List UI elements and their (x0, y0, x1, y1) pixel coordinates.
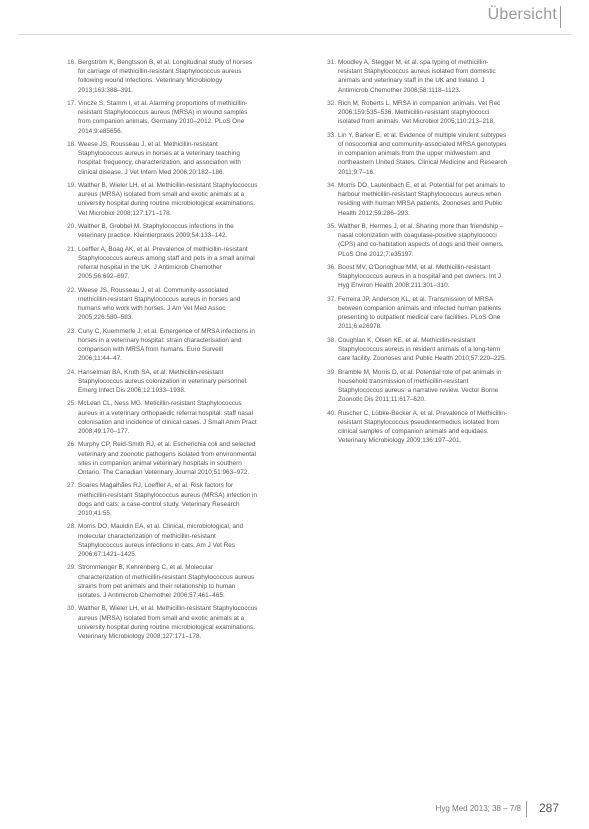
reference-text: Bramble M, Morris D, et al. Potential role of pet animals in household transmission of methicillin-resistant Staphylococcus aureus: a narrative review. Vector Borne Zoonotic Dis 2011;11:617–620. (338, 368, 502, 404)
reference-number: 37. (327, 295, 336, 303)
reference-number: 40. (327, 409, 336, 417)
reference-item (58, 222, 258, 240)
reference-number: 36. (327, 264, 336, 271)
reference-item (58, 368, 258, 396)
top-rule (18, 34, 571, 35)
reference-item (58, 522, 258, 559)
reference-number: 23. (67, 327, 76, 335)
reference-text: Vincze S, Stamm I, et al. Alarming proportions of methicillin-resistant Staphylococcus aureus (MRSA) in wound samples from companion animals, Germany 2010–2012. PLoS One 2014;9:e85656. (78, 100, 248, 135)
reference-text: Walther B, Grobbel M. Staphylococcus infections in the veterinary practice. Kleintierpraxis 2009;54:133–142. (78, 223, 234, 240)
reference-column-right (318, 58, 508, 450)
reference-text: Walther B, Wieler LH, et al. Methicillin-resistant Staphylococcus aureus (MRSA) isolated from small and exotic animals at a university hospital during routine microbiological examinations. Vet Microbiol 2008;127:171–178. (78, 182, 258, 217)
reference-text: Bergström K, Bengtsson B, et al. Longitudinal study of horses for carriage of methicillin-resistant Staphylococcus aureus following wound infections. Veterinary Microbiology 2013;163:388–391. (78, 59, 253, 94)
reference-item (318, 222, 508, 259)
reference-number: 18. (67, 141, 76, 148)
reference-text: Hanselman BA, Kruth SA, et al. Methicillin-resistant Staphylococcus aureus colonization in veterinary personnel. Emerg Infect Dis 2006;12:1933–1938. (78, 368, 248, 394)
reference-item (58, 140, 258, 177)
reference-text: Weese JS, Rousseau J, et al. Community-associated methicillin-resistant Staphylococcus aureus in horses and humans who work with horses. J Am Vet Med Assoc 2005;226:580–583. (78, 286, 241, 322)
reference-text: Lin Y, Barker E, et al. Evidence of multiple virulent subtypes of nosocomial and community-associated MRSA genotypes in companion animals from the upper midwestern and northeastern United States. Clinical Medicine and Research 2011;9:7–16. (338, 131, 508, 176)
reference-item (318, 58, 508, 95)
reference-number: 21. (67, 245, 76, 253)
reference-item (58, 286, 258, 323)
reference-text: Ruscher C, Lübke-Becker A, et al. Prevalence of Methicillin-resistant Staphylococcus pseudintermedius isolated from clinical samples of companion animals and equidaes. Veterinary Microbiology 2009;136:197–201. (338, 409, 508, 445)
header-divider (560, 6, 561, 28)
reference-number: 20. (67, 223, 76, 230)
reference-number: 29. (67, 564, 76, 572)
reference-item (58, 440, 258, 477)
reference-item (58, 327, 258, 364)
reference-number: 27. (67, 482, 76, 490)
reference-item (58, 604, 258, 641)
reference-number: 19. (67, 182, 76, 189)
reference-text: Weese JS, Rousseau J, et al. Methicillin-resistant Staphylococcus aureus in horses at a veterinary teaching hospital: frequency, characterization, and association with clinical disease. J Vet Intern Med 2006;20:182–186. (78, 141, 241, 176)
reference-text: Strommenger B, Kehrenberg C, et al. Molecular characterization of methicillin-resistant Staphylococcus aureus strains from pet animals and their relationship to human isolates. J Antimicrob Chemother 2006;57:461–465. (78, 564, 255, 599)
reference-number: 35. (327, 223, 336, 230)
reference-text: Cuny C, Kuemmerle J, et al. Emergence of MRSA infections in horses in a veterinary hospital: strain characterisation and comparison with MRSA from humans. Euro Surveill 2006;11:44–47. (78, 327, 255, 363)
reference-number: 22. (67, 286, 76, 294)
reference-item (318, 409, 508, 446)
reference-item (58, 399, 258, 436)
reference-text: Morris DO, Lautenbach E, et al. Potential for pet animals to harbour methicillin-resistant Staphylococcus aureus when residing with human MRSA patients. Zoonoses and Public Health 2012;59:286–293. (338, 182, 505, 217)
reference-number: 26. (67, 441, 76, 449)
reference-item (58, 99, 258, 136)
reference-item (58, 181, 258, 218)
reference-item (58, 245, 258, 282)
reference-text: Boost MV, O'Donoghue MM, et al. Methicillin-resistant Staphylococcus aureus in a hospital and pet owners. Int J Hyg Environ Health 2008;211:301–310. (338, 264, 502, 290)
reference-text: Murphy CP, Reid-Smith RJ, et al. Escherichia coli and selected veterinary and zoonotic pathogens isolated from environmental sites in companion animal veterinary hospitals in southern Ontario. The Canadian Veterinary Journal 2010;51:963–972. (78, 441, 256, 476)
section-title: Übersicht (487, 6, 557, 23)
reference-number: 31. (327, 59, 336, 66)
reference-item (318, 99, 508, 127)
reference-text: Walther B, Wieler LH, et al. Methicillin-resistant Staphylococcus aureus (MRSA) isolated from small and exotic animals at a university hospital during routine microbiological examinations. Veterinary Microbiology 2008;127:171–178. (78, 605, 258, 640)
reference-text: McLean CL, Ness MG. Meticillin-resistant Staphylococcus aureus in a veterinary orthopaedic referral hospital: staff nasal colonisation and incidence of clinical cases. J Small Anim Pract 2008;49:170–177. (78, 400, 257, 435)
reference-text: Rich M, Roberts L. MRSA in companion animals. Vet Rec 2006;159:535–536. Methicillin-resistant staphylococci isolated from animals. Vet Microbiol 2005;110:213–218. (338, 100, 501, 126)
reference-number: 33. (327, 131, 336, 139)
reference-number: 25. (67, 400, 76, 408)
reference-item (58, 481, 258, 518)
reference-text: Morris DO, Mauldin EA, et al. Clinical, microbiological, and molecular characterization of methicillin-resistant Staphylococcus aureus infections in cats. Am J Vet Res 2006;67:1421–1425. (78, 523, 244, 558)
reference-text: Loeffler A, Boag AK, et al. Prevalence of methicillin-resistant Staphylococcus aureus among staff and pets in a small animal referral hospital in the UK. J Antimicrob Chemother 2005;56:692–697. (78, 245, 255, 281)
reference-number: 32. (327, 100, 336, 107)
reference-text: Soares Magalhães RJ, Loeffler A, et al. Risk factors for methicillin-resistant Staphylococcus aureus (MRSA) infection in dogs and cats: a case-control study. Veterinary Research 2010;41:55. (78, 482, 258, 517)
reference-number: 28. (67, 523, 76, 531)
reference-number: 24. (67, 368, 76, 376)
reference-number: 17. (67, 100, 76, 107)
page-number: 287 (538, 801, 559, 815)
reference-number: 30. (67, 605, 76, 613)
footer-citation: Hyg Med 2013; 38 – 7/8 (435, 804, 521, 813)
reference-column-left (58, 58, 258, 645)
reference-item (58, 563, 258, 600)
reference-number: 38. (327, 336, 336, 344)
reference-number: 34. (327, 182, 336, 189)
reference-item (318, 181, 508, 218)
footer-divider (526, 801, 527, 817)
reference-item (318, 295, 508, 332)
reference-item (318, 336, 508, 364)
reference-number: 16. (67, 59, 76, 66)
reference-item (318, 263, 508, 291)
reference-item (318, 131, 508, 177)
reference-item (318, 368, 508, 405)
reference-text: Ferreira JP, Anderson KL, et al. Transmission of MRSA between companion animals and infected human patients presenting to outpatient medical care facilities. PLoS One 2011;6:e26978. (338, 295, 502, 331)
reference-text: Moodley A, Stegger M, et al. spa typing of methicillin-resistant Staphylococcus aureus isolated from domestic animals and veterinary staff in the UK and Ireland. J Antimicrob Chemother 2006;58:1118–1123. (338, 59, 496, 94)
reference-text: Walther B, Hermes J, et al. Sharing more than friendship – nasal colonization with coagulase-positive staphylococci (CPS) and co-habitation aspects of dogs and their owners. PLoS One 2012;7:e35197. (338, 223, 504, 258)
reference-number: 39. (327, 368, 336, 376)
reference-item (58, 58, 258, 95)
reference-text: Coughlan K, Olsen KE, et al. Methicillin-resistant Staphylococcus aureus in resident animals of a long-term care facility. Zoonoses and Public Health 2010;57:220–225. (338, 336, 507, 363)
